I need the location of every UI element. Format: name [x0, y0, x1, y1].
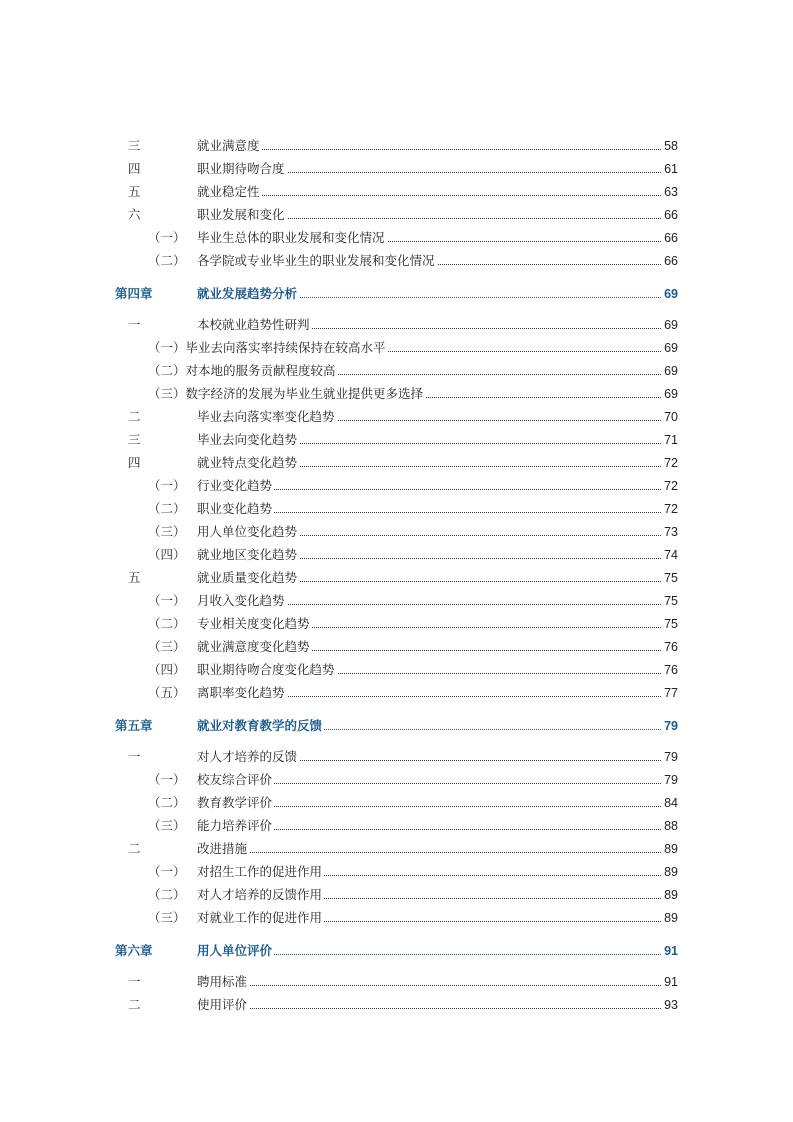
toc-entry[interactable]	[0, 499, 793, 519]
toc-entry[interactable]	[0, 683, 793, 703]
toc-entry-page: 88	[662, 816, 678, 836]
dot-leader	[197, 149, 665, 150]
toc-entry-title: 用人单位评价	[197, 941, 274, 961]
toc-entry-page: 79	[662, 716, 678, 736]
toc-entry-number: （四）	[148, 662, 186, 677]
toc-entry-page: 69	[662, 315, 678, 335]
toc-entry[interactable]	[0, 361, 793, 381]
toc-entry[interactable]	[0, 476, 793, 496]
toc-entry-title: 职业变化趋势	[197, 499, 274, 519]
toc-entry-page: 69	[662, 384, 678, 404]
toc-entry[interactable]	[0, 660, 793, 680]
toc-entry-page: 79	[662, 747, 678, 767]
toc-entry[interactable]	[0, 862, 793, 882]
toc-entry-page: 89	[662, 885, 678, 905]
toc-entry-number: （一）	[148, 772, 186, 787]
toc-entry-title: 职业发展和变化	[197, 205, 287, 225]
toc-entry-title: 毕业去向变化趋势	[197, 430, 299, 450]
toc-entry-title: （二）对本地的服务贡献程度较高	[148, 361, 338, 381]
toc-entry-page: 66	[662, 251, 678, 271]
toc-entry-title: 毕业生总体的职业发展和变化情况	[197, 228, 387, 248]
toc-entry-page: 58	[662, 136, 678, 156]
toc-entry[interactable]	[0, 747, 793, 767]
toc-entry[interactable]	[0, 972, 793, 992]
toc-entry-page: 76	[662, 660, 678, 680]
toc-entry-number: 三	[128, 138, 141, 153]
toc-entry[interactable]	[0, 430, 793, 450]
toc-entry-number: （五）	[148, 685, 186, 700]
toc-entry[interactable]	[0, 407, 793, 427]
toc-entry-title: （三）数字经济的发展为毕业生就业提供更多选择	[148, 384, 425, 404]
toc-entry-title: 行业变化趋势	[197, 476, 274, 496]
toc-entry[interactable]	[0, 793, 793, 813]
toc-entry-page: 69	[662, 284, 678, 304]
toc-entry-number: （三）	[148, 524, 186, 539]
toc-entry-title: 就业地区变化趋势	[197, 545, 299, 565]
toc-entry-title: （一）毕业去向落实率持续保持在较高水平	[148, 338, 388, 358]
toc-entry-number: 第四章	[115, 286, 153, 301]
toc-entry[interactable]	[0, 545, 793, 565]
toc-entry-page: 91	[662, 972, 678, 992]
toc-entry-title: 对人才培养的反馈	[197, 747, 299, 767]
toc-entry[interactable]	[0, 885, 793, 905]
toc-entry-number: 一	[128, 974, 141, 989]
toc-entry[interactable]	[0, 522, 793, 542]
toc-entry-page: 72	[662, 476, 678, 496]
toc-entry-number: 四	[128, 161, 141, 176]
toc-entry-title: 能力培养评价	[197, 816, 274, 836]
toc-entry[interactable]	[0, 770, 793, 790]
toc-entry-number: 四	[128, 455, 141, 470]
toc-entry-number: （一）	[148, 478, 186, 493]
toc-entry[interactable]	[0, 908, 793, 928]
toc-entry-number: （二）	[148, 616, 186, 631]
toc-entry[interactable]	[0, 136, 793, 156]
toc-chapter-entry[interactable]	[0, 941, 793, 961]
toc-entry-title: 对招生工作的促进作用	[197, 862, 324, 882]
toc-entry-title: 各学院或专业毕业生的职业发展和变化情况	[197, 251, 437, 271]
toc-chapter-entry[interactable]	[0, 716, 793, 736]
toc-entry-page: 71	[662, 430, 678, 450]
toc-entry[interactable]	[0, 614, 793, 634]
toc-entry[interactable]	[0, 839, 793, 859]
toc-entry-title: 就业满意度	[197, 136, 262, 156]
toc-entry-page: 76	[662, 637, 678, 657]
toc-entry-title: 职业期待吻合度	[197, 159, 287, 179]
dot-leader	[197, 195, 665, 196]
toc-entry-title: 本校就业趋势性研判	[197, 315, 312, 335]
dot-leader	[197, 1008, 665, 1009]
toc-entry-number: 二	[128, 409, 141, 424]
toc-entry[interactable]	[0, 182, 793, 202]
toc-entry[interactable]	[0, 338, 793, 358]
dot-leader	[197, 852, 665, 853]
toc-entry-page: 61	[662, 159, 678, 179]
toc-entry-number: （二）	[148, 501, 186, 516]
toc-entry-page: 74	[662, 545, 678, 565]
toc-entry-page: 75	[662, 568, 678, 588]
toc-entry[interactable]	[0, 995, 793, 1015]
toc-entry-page: 66	[662, 228, 678, 248]
toc-entry-title: 职业期待吻合度变化趋势	[197, 660, 337, 680]
toc-entry-number: （一）	[148, 593, 186, 608]
toc-entry-title: 用人单位变化趋势	[197, 522, 299, 542]
toc-entry-title: 改进措施	[197, 839, 249, 859]
toc-entry[interactable]	[0, 816, 793, 836]
toc-entry-page: 72	[662, 453, 678, 473]
toc-entry-page: 89	[662, 862, 678, 882]
toc-entry[interactable]	[0, 251, 793, 271]
toc-entry-title: 对就业工作的促进作用	[197, 908, 324, 928]
toc-entry-title: 教育教学评价	[197, 793, 274, 813]
toc-entry-title: 使用评价	[197, 995, 249, 1015]
toc-entry-number: （三）	[148, 910, 186, 925]
toc-entry-page: 69	[662, 338, 678, 358]
toc-entry-title: 就业对教育教学的反馈	[197, 716, 324, 736]
toc-entry-page: 77	[662, 683, 678, 703]
toc-entry[interactable]	[0, 453, 793, 473]
toc-entry-page: 89	[662, 839, 678, 859]
toc-entry-title: 月收入变化趋势	[197, 591, 287, 611]
toc-entry-number: （四）	[148, 547, 186, 562]
toc-entry-number: （二）	[148, 887, 186, 902]
toc-entry-title: 毕业去向落实率变化趋势	[197, 407, 337, 427]
toc-entry[interactable]	[0, 637, 793, 657]
toc-entry-title: 专业相关度变化趋势	[197, 614, 312, 634]
toc-entry[interactable]	[0, 159, 793, 179]
toc-entry-number: 一	[128, 749, 141, 764]
toc-entry-title: 聘用标准	[197, 972, 249, 992]
toc-entry-page: 66	[662, 205, 678, 225]
toc-entry-number: （一）	[148, 864, 186, 879]
toc-entry-title: 对人才培养的反馈作用	[197, 885, 324, 905]
toc-entry-page: 93	[662, 995, 678, 1015]
toc-entry-page: 75	[662, 591, 678, 611]
toc-chapter-entry[interactable]	[0, 284, 793, 304]
toc-entry-number: 二	[128, 997, 141, 1012]
toc-entry-page: 69	[662, 361, 678, 381]
dot-leader	[197, 985, 665, 986]
toc-entry-number: （三）	[148, 639, 186, 654]
toc-entry-number: 三	[128, 432, 141, 447]
toc-entry-page: 84	[662, 793, 678, 813]
toc-entry[interactable]	[0, 568, 793, 588]
toc-entry-number: （三）	[148, 818, 186, 833]
toc-entry-title: 校友综合评价	[197, 770, 274, 790]
toc-entry-title: 就业满意度变化趋势	[197, 637, 312, 657]
toc-entry[interactable]	[0, 384, 793, 404]
toc-entry-page: 91	[662, 941, 678, 961]
toc-entry-title: 离职率变化趋势	[197, 683, 287, 703]
toc-entry-number: 第五章	[115, 718, 153, 733]
toc-entry-page: 70	[662, 407, 678, 427]
toc-entry-number: 第六章	[115, 943, 153, 958]
toc-entry-page: 75	[662, 614, 678, 634]
toc-entry-number: 五	[128, 184, 141, 199]
toc-entry[interactable]	[0, 315, 793, 335]
toc-entry-page: 79	[662, 770, 678, 790]
toc-entry-number: 一	[128, 317, 141, 332]
toc-entry-page: 72	[662, 499, 678, 519]
toc-entry-page: 73	[662, 522, 678, 542]
toc-entry[interactable]	[0, 591, 793, 611]
toc-entry-page: 89	[662, 908, 678, 928]
toc-entry-title: 就业发展趋势分析	[197, 284, 299, 304]
toc-entry-number: （二）	[148, 253, 186, 268]
toc-entry-page: 63	[662, 182, 678, 202]
toc-entry-number: 二	[128, 841, 141, 856]
toc-entry-number: 六	[128, 207, 141, 222]
toc-entry-title: 就业特点变化趋势	[197, 453, 299, 473]
toc-entry-title: 就业稳定性	[197, 182, 262, 202]
toc-entry-title: 就业质量变化趋势	[197, 568, 299, 588]
toc-entry[interactable]	[0, 228, 793, 248]
toc-entry-number: （一）	[148, 230, 186, 245]
toc-entry[interactable]	[0, 205, 793, 225]
toc-entry-number: （二）	[148, 795, 186, 810]
toc-entry-number: 五	[128, 570, 141, 585]
